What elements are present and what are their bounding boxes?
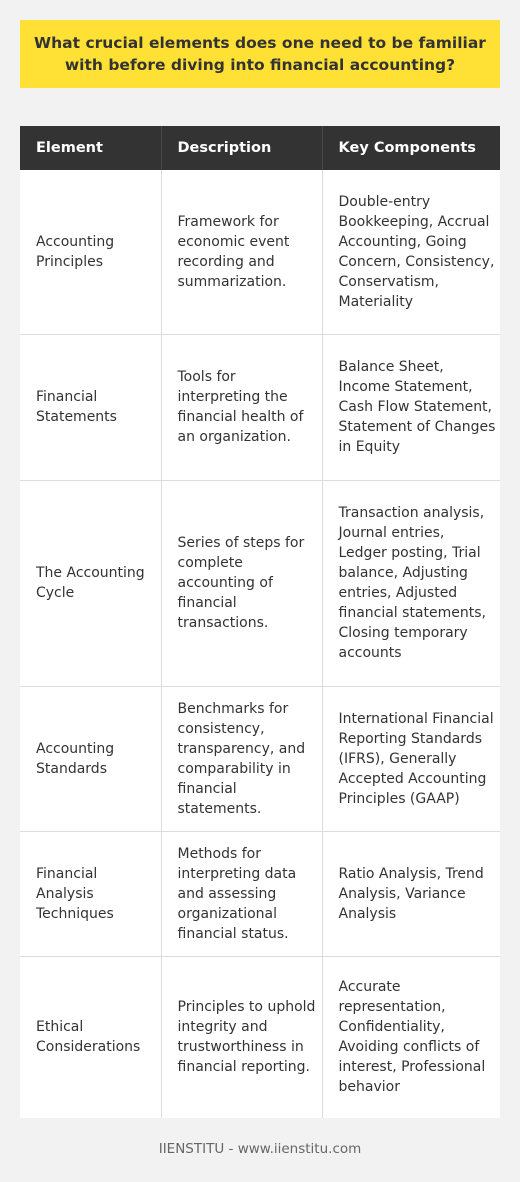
cell-element: Accounting Principles — [20, 170, 161, 334]
footer-credit: IIENSTITU - www.iienstitu.com — [158, 1141, 362, 1157]
cell-description: Framework for economic event recording and summarization. — [161, 170, 322, 334]
cell-key-components: Transaction analysis, Journal entries, Ledger posting, Trial balance, Adjusting entries, Adjusted financial statements, Closing temporary accounts — [322, 480, 500, 686]
cell-element: Accounting Standards — [20, 686, 161, 831]
table-row — [20, 686, 500, 831]
elements-table — [20, 126, 500, 1118]
cell-key-components: Double-entry Bookkeeping, Accrual Accounting, Going Concern, Consistency, Conservatism, Materiality — [322, 170, 500, 334]
cell-element: The Accounting Cycle — [20, 480, 161, 686]
title-banner — [20, 20, 500, 88]
cell-description: Benchmarks for consistency, transparency, and comparability in financial statements. — [161, 686, 322, 831]
table-row — [20, 170, 500, 334]
column-header-description: Description — [161, 126, 322, 170]
cell-key-components: International Financial Reporting Standards (IFRS), Generally Accepted Accounting Principles (GAAP) — [322, 686, 500, 831]
cell-description: Methods for interpreting data and assessing organizational financial status. — [161, 831, 322, 956]
cell-description: Series of steps for complete accounting of financial transactions. — [161, 480, 322, 686]
table-row — [20, 480, 500, 686]
cell-element: Ethical Considerations — [20, 956, 161, 1118]
column-header-key-components: Key Components — [322, 126, 500, 170]
table-row — [20, 831, 500, 956]
page-title: What crucial elements does one need to be familiar with before diving into financial accounting? — [34, 34, 486, 74]
column-header-element: Element — [20, 126, 161, 170]
cell-key-components: Ratio Analysis, Trend Analysis, Variance Analysis — [322, 831, 500, 956]
cell-element: Financial Statements — [20, 334, 161, 480]
cell-element: Financial Analysis Techniques — [20, 831, 161, 956]
table-row — [20, 334, 500, 480]
cell-description: Tools for interpreting the financial health of an organization. — [161, 334, 322, 480]
cell-description: Principles to uphold integrity and trustworthiness in financial reporting. — [161, 956, 322, 1118]
table-row — [20, 956, 500, 1118]
cell-key-components: Accurate representation, Confidentiality, Avoiding conflicts of interest, Professional behavior — [338, 979, 486, 1096]
table-header-row — [20, 126, 500, 170]
cell-key-components: Balance Sheet, Income Statement, Cash Flow Statement, Statement of Changes in Equity — [322, 334, 500, 480]
